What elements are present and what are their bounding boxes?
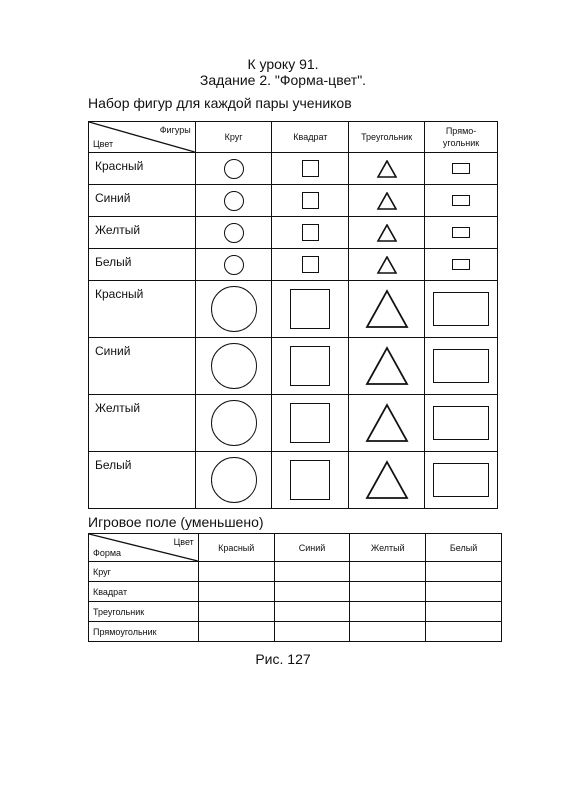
cell-large-rectangle (425, 452, 498, 509)
game-cell[interactable] (426, 622, 502, 642)
square-shape (290, 460, 330, 500)
corner-label-shape: Форма (93, 548, 122, 558)
cell-large-square (272, 452, 349, 509)
small-shapes-row (89, 153, 498, 185)
game-cell[interactable] (274, 562, 350, 582)
rectangle-shape (452, 195, 470, 206)
lesson-heading: К уроку 91. (247, 56, 319, 72)
cell-small-circle (195, 153, 272, 185)
column-header-white: Белый (426, 534, 502, 562)
small-shapes-row (89, 217, 498, 249)
cell-small-square (272, 185, 349, 217)
cell-small-circle (195, 249, 272, 281)
game-cell[interactable] (198, 602, 274, 622)
rectangle-shape (452, 163, 470, 174)
table-row (89, 562, 502, 582)
table-row (89, 602, 502, 622)
square-shape (302, 256, 319, 273)
cell-large-rectangle (425, 395, 498, 452)
rectangle-shape (433, 349, 489, 383)
cell-small-rectangle (425, 249, 498, 281)
cell-large-circle (195, 395, 272, 452)
row-label-square: Квадрат (89, 582, 199, 602)
column-header-rectangle: Прямо- угольник (425, 122, 498, 153)
circle-shape (211, 286, 257, 332)
cell-small-rectangle (425, 185, 498, 217)
row-label-white: Белый (89, 452, 196, 509)
cell-small-triangle (349, 185, 425, 217)
cell-small-circle (195, 217, 272, 249)
cell-large-circle (195, 281, 272, 338)
game-cell[interactable] (350, 622, 426, 642)
game-cell[interactable] (274, 582, 350, 602)
small-shapes-row (89, 249, 498, 281)
task-heading: Задание 2. "Форма-цвет". (199, 72, 367, 88)
game-board-table (88, 533, 502, 642)
row-label-triangle: Треугольник (89, 602, 199, 622)
corner-label-figures: Фигуры (159, 125, 191, 135)
cell-large-triangle (349, 395, 425, 452)
cell-large-rectangle (425, 338, 498, 395)
circle-shape (224, 159, 244, 179)
row-label-blue: Синий (89, 338, 196, 395)
figure-caption: Рис. 127 (255, 651, 311, 667)
row-label-white: Белый (89, 249, 196, 281)
triangle-shape (377, 224, 397, 242)
large-shapes-row (89, 281, 498, 338)
circle-shape (224, 223, 244, 243)
game-cell[interactable] (198, 582, 274, 602)
square-shape (290, 289, 330, 329)
circle-shape (224, 191, 244, 211)
cell-small-triangle (349, 153, 425, 185)
rectangle-shape (452, 259, 470, 270)
column-header-triangle: Треугольник (349, 122, 425, 153)
corner-label-color: Цвет (93, 139, 114, 149)
square-shape (302, 192, 319, 209)
row-label-rectangle: Прямоугольник (89, 622, 199, 642)
game-cell[interactable] (350, 602, 426, 622)
game-cell[interactable] (198, 622, 274, 642)
square-shape (290, 403, 330, 443)
shapes-table-corner (89, 122, 196, 153)
rectangle-shape (452, 227, 470, 238)
triangle-shape (377, 192, 397, 210)
cell-small-rectangle (425, 217, 498, 249)
large-shapes-row (89, 338, 498, 395)
cell-large-triangle (349, 338, 425, 395)
shapes-table (88, 121, 498, 509)
triangle-shape (365, 346, 409, 386)
row-label-blue: Синий (89, 185, 196, 217)
cell-small-square (272, 153, 349, 185)
cell-large-rectangle (425, 281, 498, 338)
cell-small-rectangle (425, 153, 498, 185)
game-cell[interactable] (274, 602, 350, 622)
table-row (89, 582, 502, 602)
cell-large-square (272, 281, 349, 338)
column-header-square: Квадрат (272, 122, 349, 153)
cell-large-triangle (349, 281, 425, 338)
game-cell[interactable] (274, 622, 350, 642)
cell-large-square (272, 338, 349, 395)
corner-label-color: Цвет (173, 537, 194, 547)
cell-large-circle (195, 452, 272, 509)
game-cell[interactable] (198, 562, 274, 582)
square-shape (302, 224, 319, 241)
game-cell[interactable] (426, 602, 502, 622)
shapes-set-caption: Набор фигур для каждой пары учеников (88, 95, 352, 111)
row-label-red: Красный (89, 281, 196, 338)
large-shapes-row (89, 395, 498, 452)
triangle-shape (365, 460, 409, 500)
game-board-caption: Игровое поле (уменьшено) (88, 514, 264, 530)
column-header-circle: Круг (195, 122, 272, 153)
cell-large-triangle (349, 452, 425, 509)
game-table-corner (89, 534, 199, 562)
small-shapes-row (89, 185, 498, 217)
rectangle-shape (433, 292, 489, 326)
column-header-blue: Синий (274, 534, 350, 562)
rectangle-shape (433, 463, 489, 497)
cell-large-circle (195, 338, 272, 395)
circle-shape (211, 400, 257, 446)
game-cell[interactable] (426, 562, 502, 582)
circle-shape (211, 343, 257, 389)
triangle-shape (377, 256, 397, 274)
game-cell[interactable] (426, 582, 502, 602)
cell-small-square (272, 217, 349, 249)
triangle-shape (365, 403, 409, 443)
cell-small-circle (195, 185, 272, 217)
circle-shape (211, 457, 257, 503)
cell-large-square (272, 395, 349, 452)
circle-shape (224, 255, 244, 275)
triangle-shape (365, 289, 409, 329)
row-label-red: Красный (89, 153, 196, 185)
column-header-red: Красный (198, 534, 274, 562)
square-shape (302, 160, 319, 177)
cell-small-triangle (349, 249, 425, 281)
row-label-yellow: Желтый (89, 395, 196, 452)
row-label-circle: Круг (89, 562, 199, 582)
table-row (89, 622, 502, 642)
large-shapes-row (89, 452, 498, 509)
game-cell[interactable] (350, 582, 426, 602)
column-header-yellow: Желтый (350, 534, 426, 562)
cell-small-square (272, 249, 349, 281)
game-cell[interactable] (350, 562, 426, 582)
row-label-yellow: Желтый (89, 217, 196, 249)
triangle-shape (377, 160, 397, 178)
rectangle-shape (433, 406, 489, 440)
cell-small-triangle (349, 217, 425, 249)
square-shape (290, 346, 330, 386)
